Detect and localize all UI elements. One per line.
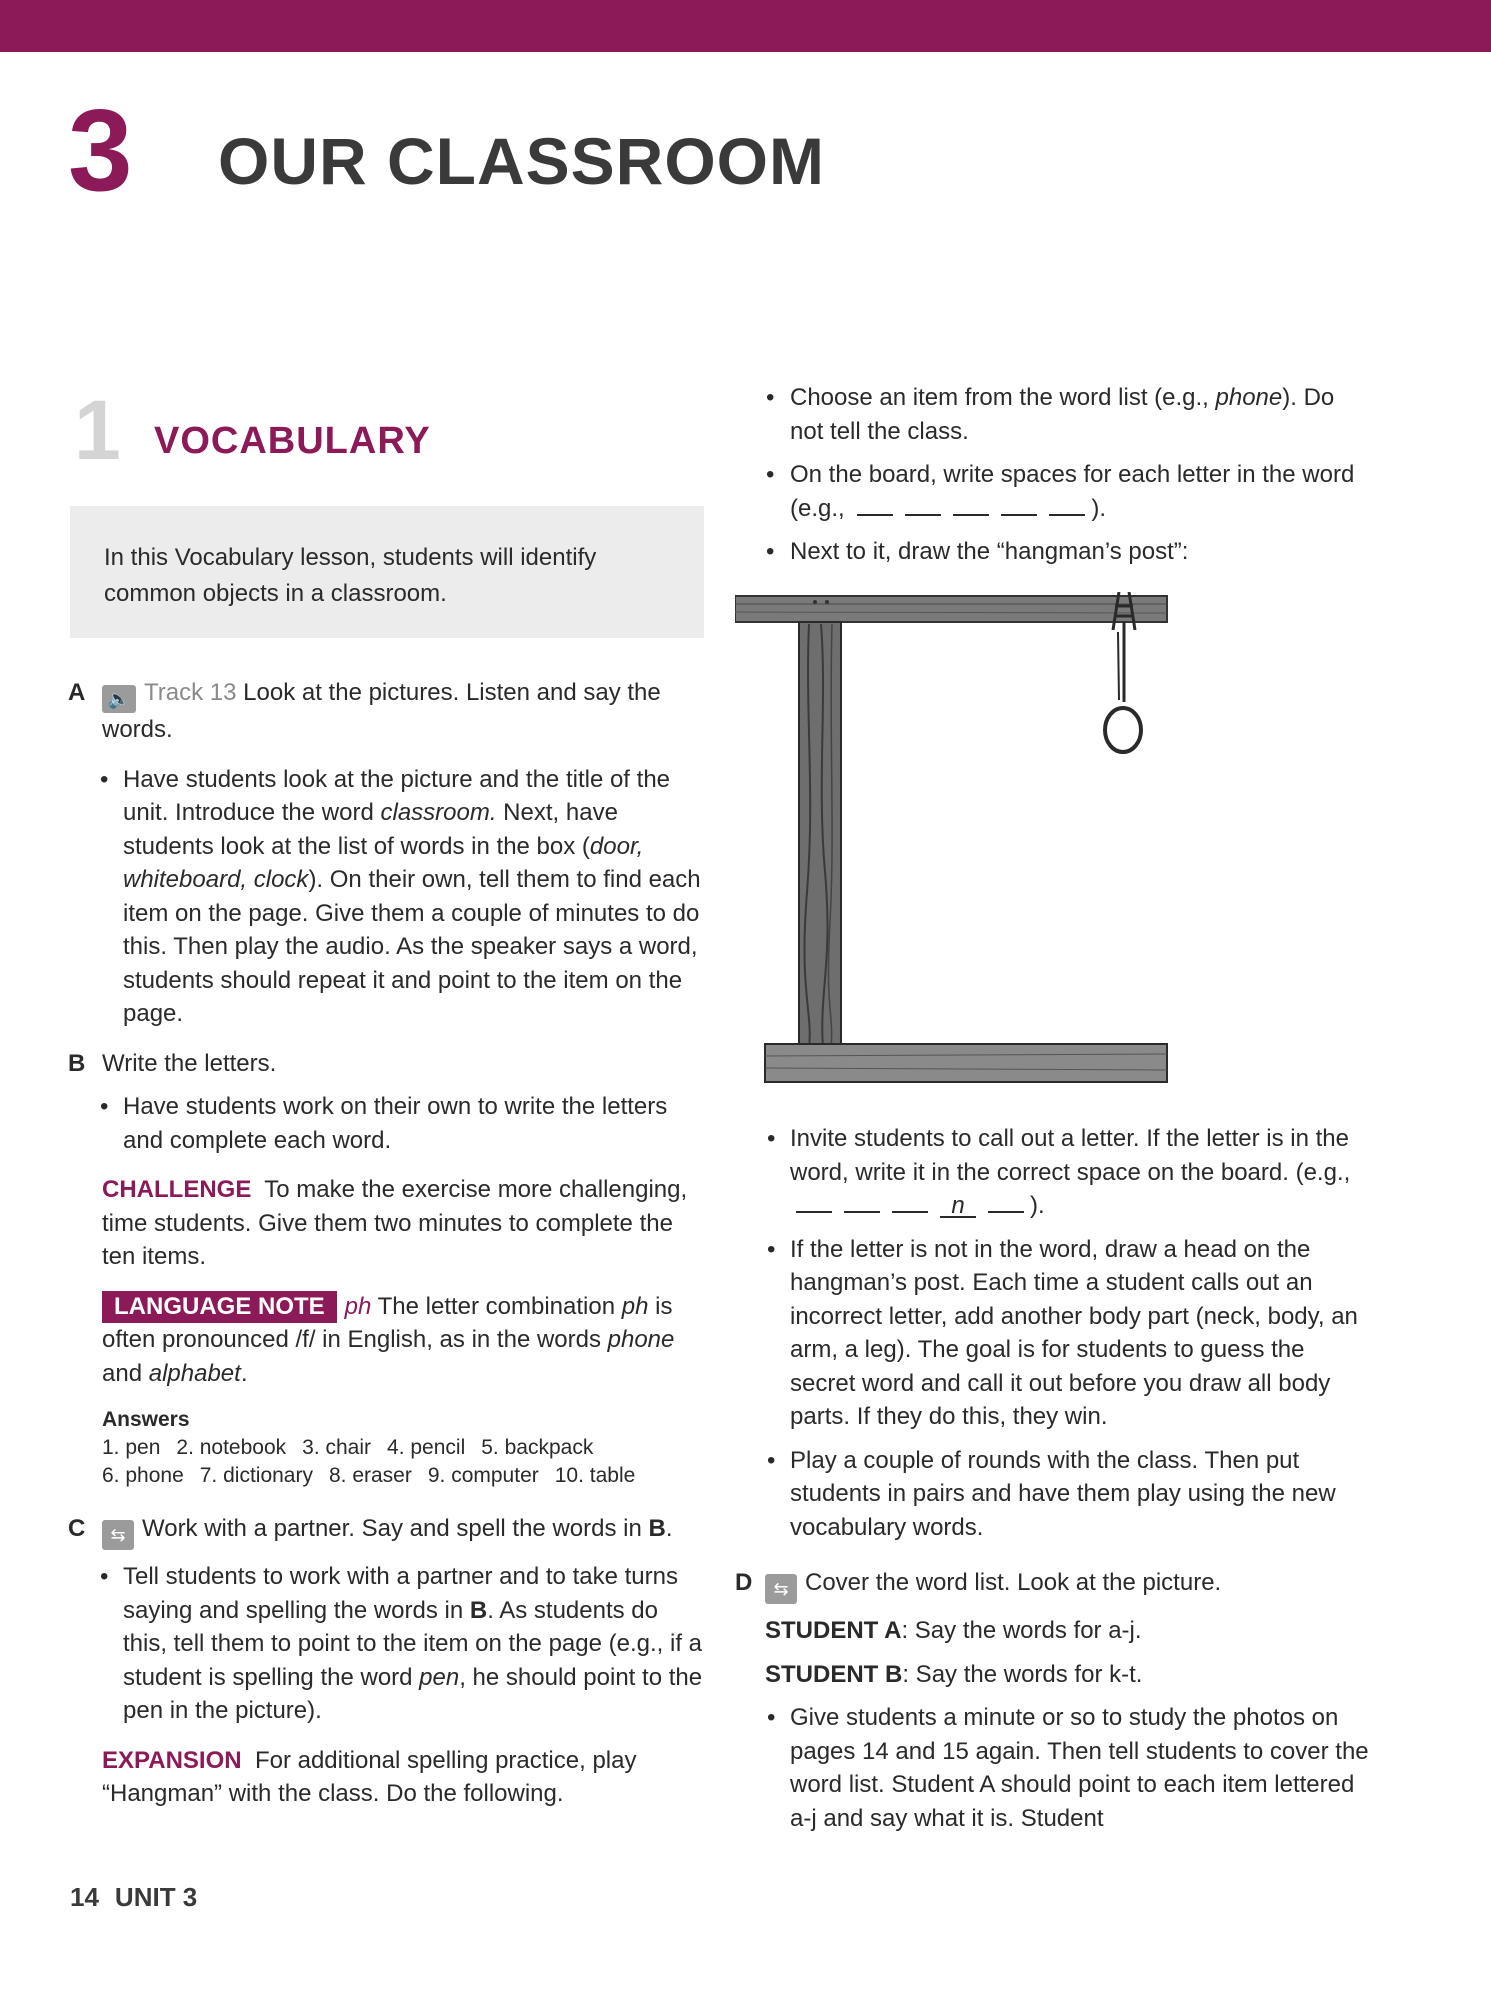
intro-text: In this Vocabulary lesson, students will identify common objects in a classroom. <box>104 544 597 607</box>
answer-item: 9. computer <box>427 1464 539 1487</box>
language-note <box>68 1290 708 1391</box>
text-run-italic: pen <box>419 1663 460 1691</box>
text-run: Have students look at the picture and the title of the unit. Introduce the word <box>123 765 671 826</box>
base-beam <box>765 1044 1167 1082</box>
activity-instruction: Cover the word list. Look at the picture. <box>805 1569 1222 1596</box>
letter-blank <box>1001 494 1037 516</box>
hangman-post-illustration <box>735 592 1175 1084</box>
track-label: Track 13 <box>144 679 237 706</box>
letter-blank <box>892 1191 928 1213</box>
hangman-step-5: • If the letter is not in the word, draw a head on the hangman’s post. Each time a student calls out an incorrect letter, add another body part (neck, body, an arm, a leg). The goal is for students to guess the secret word and call it out before you draw all body parts. If they do this, they win. <box>735 1233 1375 1434</box>
student-b-label: STUDENT B <box>765 1660 903 1688</box>
nail <box>813 600 817 604</box>
answer-item: 1. pen <box>102 1436 161 1459</box>
activity-a-bullet <box>68 763 708 1031</box>
letter-blank <box>1049 494 1085 516</box>
activity-c <box>68 1512 708 1550</box>
text-run-italic: phone <box>607 1326 675 1353</box>
text-run: . <box>665 1515 673 1542</box>
top-beam <box>735 596 1167 622</box>
text-run-italic: ph <box>344 1292 372 1320</box>
activity-instruction: Write the letters. <box>102 1049 277 1077</box>
text-run: Choose an item from the word list (e.g., <box>790 384 1216 411</box>
text-run: Next, have students look at the list of words in the box ( <box>123 799 618 860</box>
activity-letter: A <box>68 679 86 706</box>
answer-item: 3. chair <box>302 1436 372 1459</box>
text-run-italic: door, whiteboard, clock <box>123 832 644 893</box>
answers-line-1 <box>102 1434 708 1462</box>
letter-blank <box>953 494 989 516</box>
expansion-label: EXPANSION <box>102 1746 242 1774</box>
activity-letter: C <box>68 1515 86 1542</box>
challenge-label: CHALLENGE <box>102 1176 252 1203</box>
answer-item: 4. pencil <box>387 1436 466 1459</box>
activity-letter: D <box>735 1569 753 1596</box>
activity-b-bullet: • Have students work on their own to write the letters and complete each word. <box>68 1090 708 1157</box>
letter-blank <box>857 494 893 516</box>
page-number: 14 <box>70 1882 99 1912</box>
answer-item: 8. eraser <box>328 1464 412 1487</box>
pair-work-icon: ⇆ <box>765 1574 797 1604</box>
unit-title: OUR CLASSROOM <box>218 124 825 198</box>
hangman-step-4 <box>735 1122 1375 1223</box>
answers-heading: Answers <box>102 1408 190 1431</box>
text-run: is often pronounced /f/ in English, as in the words <box>102 1292 673 1353</box>
section-number: 1 <box>74 383 121 477</box>
student-a-label: STUDENT A <box>765 1617 902 1644</box>
answer-item: 2. notebook <box>176 1436 287 1459</box>
section-title: VOCABULARY <box>154 420 431 462</box>
answer-item: 5. backpack <box>481 1436 594 1459</box>
text-run: , he should point to the pen in the picture). <box>123 1663 703 1724</box>
challenge-text: To make the exercise more challenging, time students. Give them two minutes to complete the ten items. <box>102 1176 688 1270</box>
text-run-italic: alphabet <box>148 1359 241 1387</box>
activity-instruction: Look at the pictures. Listen and say the words. <box>102 679 661 743</box>
activity-d-bullet: • Give students a minute or so to study the photos on pages 14 and 15 again. Then tell students to cover the word list. Student A should point to each item lettered a-j and say what it is. Student <box>735 1701 1375 1835</box>
text-run: . <box>240 1359 248 1387</box>
text-run: Invite students to call out a letter. If the letter is in the word, write it in the correct space on the board. (e.g., <box>790 1125 1351 1186</box>
activity-d <box>735 1566 1375 1604</box>
text-run-italic: classroom. <box>380 799 497 826</box>
text-run-bold: B <box>469 1596 488 1624</box>
left-column <box>68 676 708 1811</box>
activity-a <box>68 676 708 747</box>
pair-work-icon: ⇆ <box>102 1520 134 1550</box>
answer-item: 7. dictionary <box>199 1464 313 1487</box>
nail <box>825 600 829 604</box>
activity-c-bullet <box>68 1560 708 1728</box>
letter-blank <box>988 1191 1024 1213</box>
answer-item: 6. phone <box>102 1464 184 1487</box>
text-run: ). <box>1091 494 1107 522</box>
text-run: ). Do not tell the class. <box>790 384 1335 445</box>
right-column-bottom <box>735 1122 1375 1835</box>
text-run: . As students do this, tell them to point to the item on the page (e.g., if a student is spelling the word <box>123 1596 702 1691</box>
intro-box <box>70 506 704 638</box>
activity-letter: B <box>68 1049 86 1077</box>
top-banner <box>0 0 1491 52</box>
text-run: Work with a partner. Say and spell the words in <box>142 1515 649 1542</box>
letter-blank-filled: n <box>940 1196 976 1218</box>
text-run-italic: phone <box>1215 384 1283 411</box>
answers-line-2 <box>102 1462 708 1490</box>
page-footer <box>70 1882 197 1913</box>
noose-loop <box>1105 708 1141 752</box>
text-run: On the board, write spaces for each letter in the word (e.g., <box>790 461 1355 522</box>
unit-number: 3 <box>68 85 131 215</box>
right-column-top <box>764 381 1374 569</box>
challenge-note <box>68 1173 708 1274</box>
speaker-icon[interactable]: 🔈 <box>102 685 136 713</box>
text-run: Tell students to work with a partner and to take turns saying and spelling the words in <box>123 1563 678 1624</box>
text-run-bold: B <box>648 1515 666 1542</box>
rope <box>1118 632 1119 700</box>
letter-blank <box>905 494 941 516</box>
answers-block <box>68 1406 708 1490</box>
hangman-step-3: • Next to it, draw the “hangman’s post”: <box>764 535 1374 569</box>
text-run: and <box>102 1359 149 1387</box>
student-b-line <box>735 1658 1375 1692</box>
hangman-step-1 <box>764 381 1374 448</box>
hangman-step-6: • Play a couple of rounds with the class. Then put students in pairs and have them play using the new vocabulary words. <box>735 1444 1375 1545</box>
letter-blank <box>844 1191 880 1213</box>
text-run: : Say the words for k-t. <box>902 1660 1143 1688</box>
footer-unit: UNIT 3 <box>114 1882 198 1912</box>
expansion-note <box>68 1744 708 1811</box>
student-a-line <box>735 1614 1375 1648</box>
text-run: : Say the words for a-j. <box>901 1617 1142 1644</box>
letter-blank <box>796 1191 832 1213</box>
answer-item: 10. table <box>554 1464 636 1487</box>
activity-b <box>68 1047 708 1081</box>
text-run: The letter combination <box>371 1292 622 1320</box>
expansion-text: For additional spelling practice, play “Hangman” with the class. Do the following. <box>102 1746 637 1807</box>
text-run-italic: ph <box>621 1292 649 1320</box>
language-note-badge: LANGUAGE NOTE <box>102 1291 337 1323</box>
hangman-step-2 <box>764 458 1374 525</box>
text-run: ). <box>1030 1192 1045 1219</box>
text-run: ). On their own, tell them to find each item on the page. Give them a couple of minutes to do this. Then play the audio. As the speaker says a word, students should repeat it and point to the item on the page. <box>123 866 701 1027</box>
